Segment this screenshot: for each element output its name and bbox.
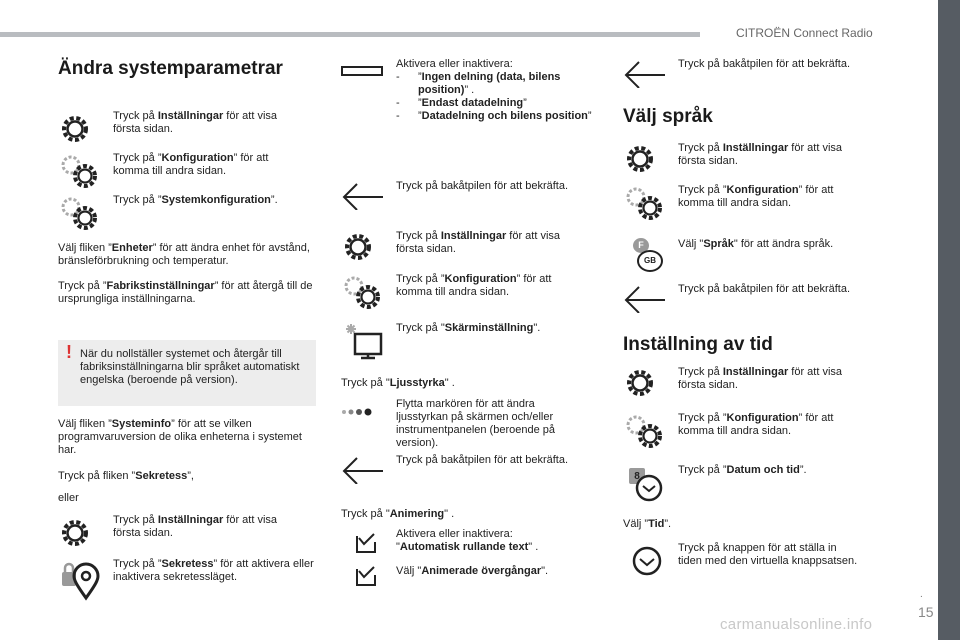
paragraph-or: eller xyxy=(58,492,79,504)
gear-icon xyxy=(58,516,92,550)
paragraph-animation: Tryck på "Animering" . xyxy=(341,508,455,520)
gear-icon xyxy=(341,230,375,264)
privacy-location-icon xyxy=(58,558,102,602)
checkbox-icon[interactable] xyxy=(341,530,385,560)
back-arrow-icon xyxy=(623,58,667,88)
warning-icon: ! xyxy=(66,342,72,362)
back-arrow-icon xyxy=(341,454,385,484)
warning-box xyxy=(58,340,316,406)
checkbox-icon[interactable] xyxy=(341,563,385,593)
double-gear-icon xyxy=(341,273,385,313)
footer-dot: . xyxy=(920,589,923,600)
double-gear-icon xyxy=(58,152,102,192)
keypad-button-icon[interactable] xyxy=(623,544,667,580)
paragraph-privacy: Tryck på fliken ”Sekretess”, xyxy=(58,470,194,482)
paragraph-sysinfo: Välj fliken ”Systeminfo” för att se vilken programvaruversion de olika enheterna i systemet har. xyxy=(58,418,302,456)
clock-icon xyxy=(623,464,667,502)
top-rule xyxy=(0,32,700,37)
gear-icon xyxy=(623,366,657,400)
screen-brightness-icon xyxy=(341,322,385,360)
section-title-system: Ändra systemparametrar xyxy=(58,58,283,79)
calendar-clock-icon xyxy=(623,464,667,502)
page-number: 15 xyxy=(918,604,934,620)
section-title-time: Inställning av tid xyxy=(623,334,773,355)
gear-icon xyxy=(623,142,657,176)
side-tab xyxy=(938,0,960,640)
paragraph-units: Välj fliken ”Enheter” för att ändra enhet för avstånd, bränsleförbrukning och temperatur. xyxy=(58,242,310,267)
double-gear-icon xyxy=(623,412,667,452)
language-gb-bubble: GB xyxy=(637,250,663,272)
toggle-bar-icon xyxy=(341,62,385,82)
paragraph-brightness: Tryck på "Ljusstyrka" . xyxy=(341,377,455,389)
back-arrow-icon xyxy=(341,180,385,210)
paragraph-factory: Tryck på ”Fabrikstinställningar” för att återgå till de ursprungliga inställningarna. xyxy=(58,280,313,305)
double-gear-icon xyxy=(58,194,102,234)
back-arrow-icon xyxy=(623,283,667,313)
section-title-language: Välj språk xyxy=(623,106,713,127)
gear-icon xyxy=(58,112,92,146)
running-title: CITROËN Connect Radio xyxy=(736,26,873,40)
slider-dots-icon xyxy=(341,402,385,422)
calendar-icon: 8 xyxy=(629,468,645,484)
language-f-bubble: F xyxy=(633,238,649,253)
watermark: carmanualsonline.info xyxy=(720,616,873,633)
warning-text: När du nollställer systemet och återgår till fabriksinställningarna blir språket automatiskt engelska (beroende på version). xyxy=(80,348,300,386)
language-icon xyxy=(623,238,667,272)
paragraph-time: Välj ”Tid”. xyxy=(623,518,672,530)
double-gear-icon xyxy=(623,184,667,224)
